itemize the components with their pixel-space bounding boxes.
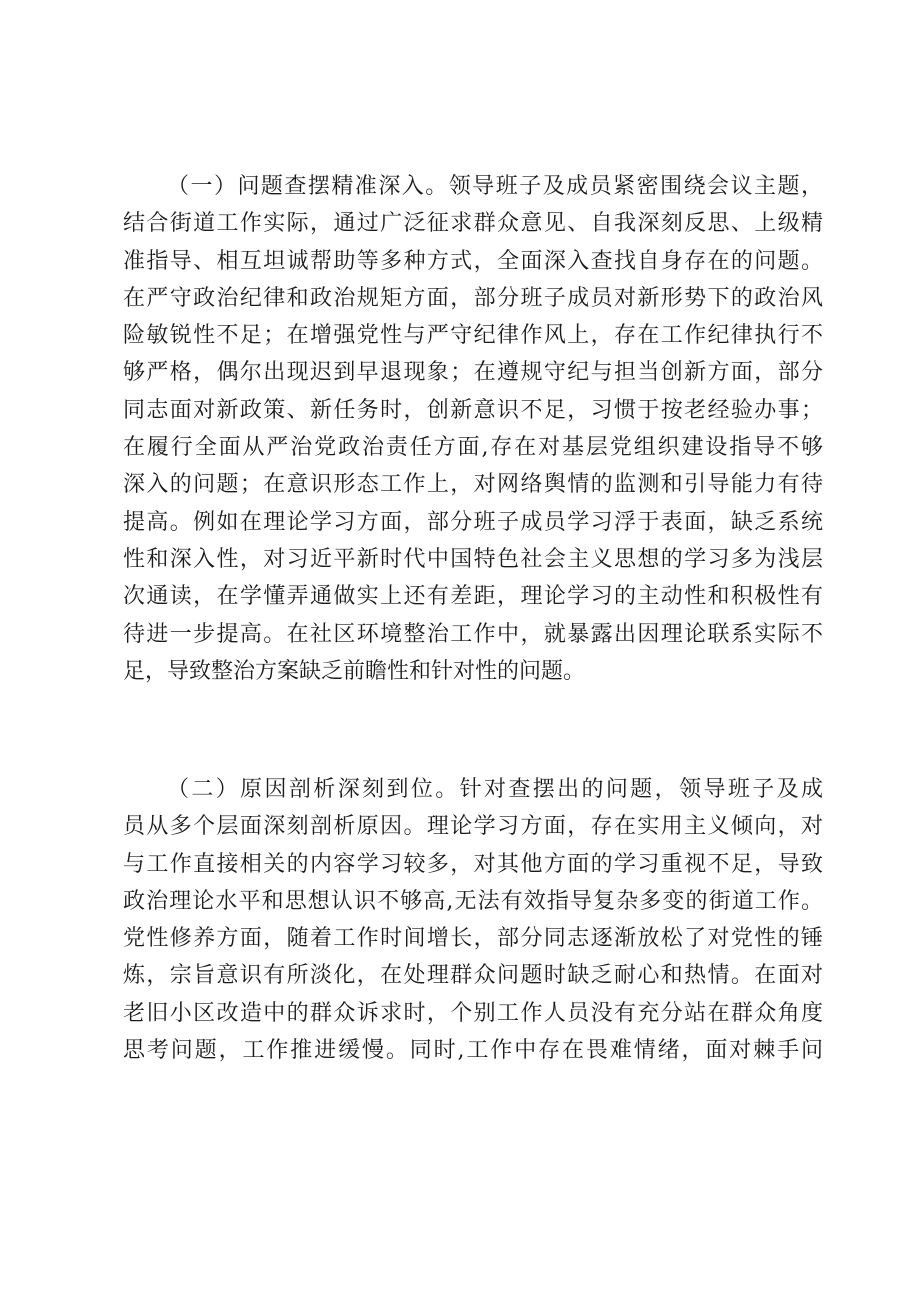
paragraph-line: 与工作直接相关的内容学习较多，对其他方面的学习重视不足，导致	[123, 851, 823, 877]
paragraph-problem-identification	[123, 168, 823, 690]
paragraph-line: （二）原因剖析深刻到位。针对查摆出的问题，领导班子及成	[167, 777, 823, 802]
paragraph-line: 结合街道工作实际，通过广泛征求群众意见、自我深刻反思、上级精	[123, 211, 823, 237]
paragraph-line: 险敏锐性不足；在增强党性与严守纪律作风上，存在工作纪律执行不	[123, 323, 823, 349]
paragraph-line: 员从多个层面深刻剖析原因。理论学习方面，存在实用主义倾向，对	[123, 814, 823, 840]
paragraph-line: 在履行全面从严治党政治责任方面,存在对基层党组织建设指导不够	[123, 435, 823, 461]
paragraph-line: （一）问题查摆精准深入。领导班子及成员紧密围绕会议主题，	[167, 174, 823, 199]
paragraph-line: 同志面对新政策、新任务时，创新意识不足，习惯于按老经验办事；	[123, 397, 823, 423]
paragraph-line: 次通读，在学懂弄通做实上还有差距，理论学习的主动性和积极性有	[123, 584, 823, 610]
paragraph-line: 准指导、相互坦诚帮助等多种方式，全面深入查找自身存在的问题。	[123, 248, 823, 274]
paragraph-line: 深入的问题；在意识形态工作上，对网络舆情的监测和引导能力有待	[123, 472, 823, 498]
paragraph-line: 够严格，偶尔出现迟到早退现象；在遵规守纪与担当创新方面，部分	[123, 360, 823, 386]
paragraph-line: 性和深入性，对习近平新时代中国特色社会主义思想的学习多为浅层	[123, 546, 823, 572]
paragraph-line: 在严守政治纪律和政治规矩方面，部分班子成员对新形势下的政治风	[123, 285, 823, 311]
paragraph-line: 待进一步提高。在社区环境整治工作中，就暴露出因理论联系实际不	[123, 621, 823, 647]
paragraph-line: 党性修养方面，随着工作时间增长，部分同志逐渐放松了对党性的锤	[123, 926, 823, 952]
paragraph-line: 炼，宗旨意识有所淡化，在处理群众问题时缺乏耐心和热情。在面对	[123, 963, 823, 989]
paragraph-line: 老旧小区改造中的群众诉求时，个别工作人员没有充分站在群众角度	[123, 1000, 823, 1026]
paragraph-line: 足，导致整治方案缺乏前瞻性和针对性的问题。	[123, 658, 586, 684]
paragraph-line: 政治理论水平和思想认识不够高,无法有效指导复杂多变的街道工作。	[123, 888, 823, 914]
paragraph-cause-analysis	[123, 771, 823, 1069]
paragraph-line: 提高。例如在理论学习方面，部分班子成员学习浮于表面，缺乏系统	[123, 509, 823, 535]
paragraph-line: 思考问题，工作推进缓慢。同时,工作中存在畏难情绪，面对棘手问	[123, 1038, 823, 1064]
